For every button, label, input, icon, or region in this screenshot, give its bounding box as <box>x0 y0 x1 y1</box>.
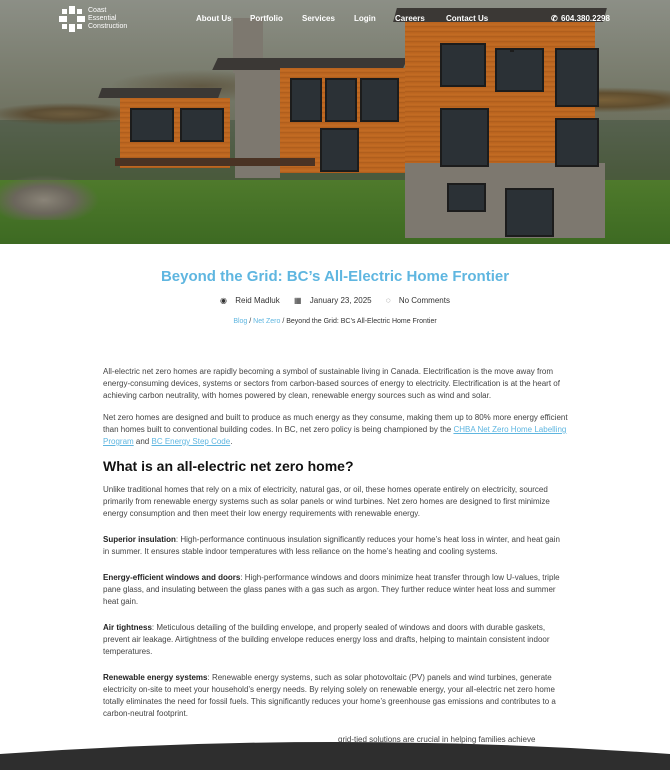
nav-item-contact-us[interactable]: Contact Us <box>446 14 489 23</box>
feature-title: Energy-efficient windows and doors <box>103 573 241 582</box>
breadcrumb-blog[interactable]: Blog <box>233 318 248 325</box>
comments-count: No Comments <box>398 296 450 305</box>
site-header <box>0 0 670 40</box>
paragraph-net-zero <box>103 412 568 448</box>
author-meta[interactable] <box>217 296 283 305</box>
nav-item-about-us[interactable]: About Us <box>196 14 232 23</box>
feature-renewable <box>103 672 568 720</box>
nav-item-login[interactable]: Login <box>354 14 376 23</box>
section-heading: What is an all-electric net zero home? <box>103 458 354 474</box>
date-meta <box>291 296 375 305</box>
nav-item-portfolio[interactable]: Portfolio <box>250 14 283 23</box>
footer-wave <box>0 740 670 770</box>
breadcrumb-net-zero[interactable]: Net Zero <box>253 318 281 325</box>
breadcrumb <box>0 318 670 325</box>
calendar-icon: ▦ <box>293 296 302 305</box>
feature-air-tightness <box>103 622 568 658</box>
feature-text: : High-performance windows and doors minimize heat transfer through low U-values, triple pane glass, and insulating between the glass panes with a gas such as argon. They further reduce winter heat loss and summer heat gain. <box>103 573 560 606</box>
post-date: January 23, 2025 <box>309 296 372 305</box>
comments-meta[interactable] <box>383 296 453 305</box>
chba-link[interactable]: CHBA Net Zero Home Labelling Program <box>103 425 567 446</box>
author-name: Reid Madluk <box>235 296 280 305</box>
post-meta <box>0 296 670 305</box>
breadcrumb-separator: / <box>247 318 254 325</box>
breadcrumb-current: Beyond the Grid: BC’s All-Electric Home Frontier <box>286 318 437 325</box>
post-title: Beyond the Grid: BC’s All-Electric Home Frontier <box>160 268 510 285</box>
breadcrumb-separator: / <box>280 318 287 325</box>
paragraph-intro: All-electric net zero homes are rapidly becoming a symbol of sustainable living in Canada. Electrification is the move away from energy-consuming devices, systems or sectors from carbon-based sources of energy to electricity. Electrification is at the heart of achieving carbon neutrality, with homes powered by clean, renewable energy sources such as wind and solar. <box>103 367 560 400</box>
site-logo[interactable] <box>58 5 138 37</box>
paragraph-text: and <box>133 437 152 446</box>
paragraph-definition: Unlike traditional homes that rely on a mix of electricity, natural gas, or oil, these homes operate entirely on electricity, sourced primarily from renewable energy systems such as solar panels or wind turbines. Net zero homes are designed to first minimize energy consumption and then meet their low energy requirements with renewable energy. <box>103 485 550 518</box>
logo-text <box>88 7 138 31</box>
logo-line-3: Construction <box>88 23 128 30</box>
feature-text: : High-performance continuous insulation significantly reduces your home’s heat loss in winter, and heat gain in summer. It ensures stable indoor temperatures with less reliance on the home’s heating and cooling systems. <box>103 535 560 556</box>
feature-insulation <box>103 534 568 558</box>
logo-line-1: Coast <box>88 7 107 14</box>
phone-link[interactable] <box>551 14 610 23</box>
paragraph-text: grid-tied solutions are crucial in helping families achieve <box>338 735 536 744</box>
logo-icon <box>58 5 86 33</box>
feature-title: Air tightness <box>103 623 152 632</box>
feature-windows <box>103 572 568 608</box>
article-body <box>103 366 568 756</box>
house-photo <box>95 8 615 243</box>
feature-text: : Renewable energy systems, such as solar photovoltaic (PV) panels and wind turbines, generate electricity on-site to meet your household’s energy needs. By relying solely on renewable energy, your all-electric net zero home totally eliminates the need for fossil fuels. This significantly reduces your home’s greenhouse gas emissions and contributes to a carbon-neutral footprint. <box>103 673 556 718</box>
user-icon: ◉ <box>220 296 228 305</box>
hero-rocks <box>0 170 110 220</box>
feature-text: : Meticulous detailing of the building envelope, and properly sealed of windows and doors with durable gaskets, prevent air leakage. Airtightness of the building envelope reduces energy loss and drafts, helping to maintain consistent indoor temperatures. <box>103 623 550 656</box>
phone-icon: ✆ <box>551 14 558 23</box>
feature-title: Superior insulation <box>103 535 176 544</box>
step-code-link[interactable]: BC Energy Step Code <box>151 437 231 446</box>
comment-icon: ◌ <box>385 296 391 305</box>
paragraph-text: . <box>230 437 233 446</box>
logo-line-2: Essential <box>88 15 117 22</box>
phone-number: 604.380.2298 <box>561 14 610 23</box>
nav-item-services[interactable]: Services <box>302 14 335 23</box>
paragraph-text: Net zero homes are designed and built to produce as much energy as they consume, making them up to 80% more energy efficient than homes built to conventional building codes. In BC, net zero policy is being championed by the <box>103 413 568 434</box>
feature-title: Renewable energy systems <box>103 673 208 682</box>
nav-item-careers[interactable]: Careers <box>395 14 425 23</box>
